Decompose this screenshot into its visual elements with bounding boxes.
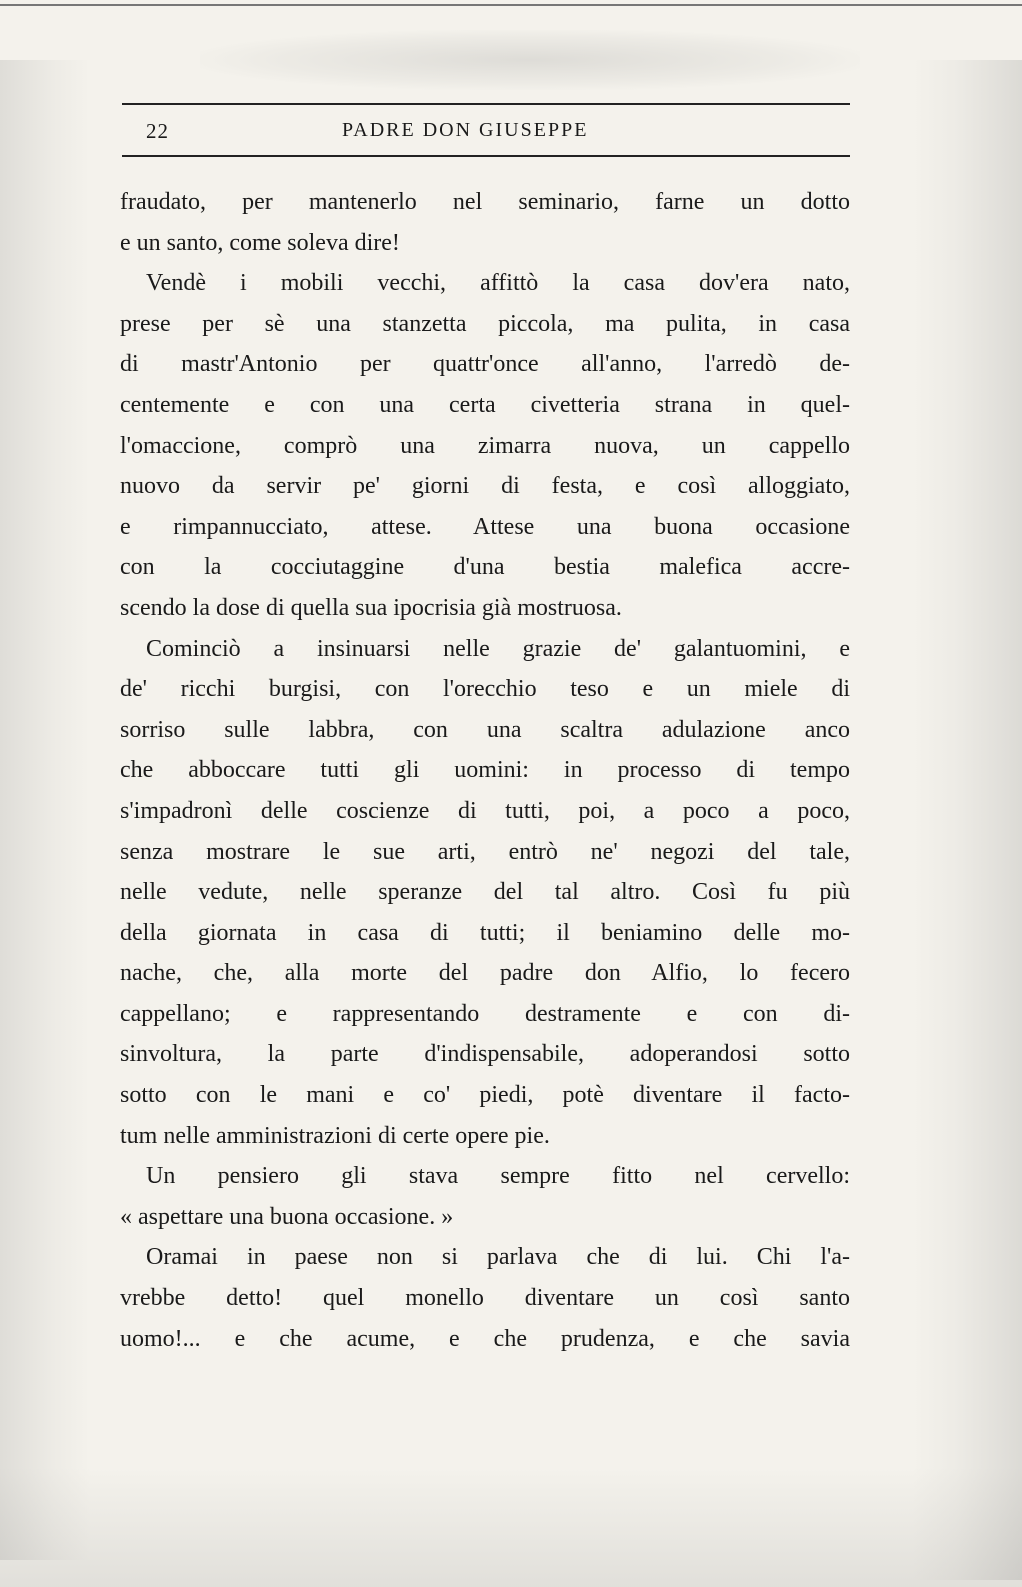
text-line: fraudato, per mantenerlo nel seminario, farne un dotto <box>120 189 850 215</box>
text-line: di mastr'Antonio per quattr'once all'anno, l'arredò de- <box>120 351 850 378</box>
text-line: con la cocciutaggine d'una bestia malefica accre- <box>120 554 850 581</box>
text-line: nelle vedute, nelle speranze del tal altro. Così fu più <box>120 879 850 906</box>
page-top-edge <box>0 4 1022 6</box>
scan-noise-left <box>0 60 90 1560</box>
text-line: « aspettare una buona occasione. » <box>120 1203 454 1230</box>
text-line: l'omaccione, comprò una zimarra nuova, un cappello <box>120 432 850 459</box>
text-line: Vendè i mobili vecchi, affittò la casa dov'era nato, <box>146 270 850 297</box>
text-line: s'impadronì delle coscienze di tutti, poi, a poco a poco, <box>120 797 850 824</box>
text-line: prese per sè una stanzetta piccola, ma pulita, in casa <box>120 310 850 337</box>
text-line: tum nelle amministrazioni di certe opere pie. <box>120 1122 550 1149</box>
body-text <box>120 182 850 1359</box>
text-line: nache, che, alla morte del padre don Alfio, lo fecero <box>120 960 850 987</box>
scan-noise-bottom <box>0 1467 1022 1587</box>
page-header <box>122 103 850 157</box>
scan-noise-right <box>912 60 1022 1580</box>
text-line: uomo!... e che acume, e che prudenza, e che savia <box>120 1325 850 1352</box>
text-line: cappellano; e rappresentando destramente e con di- <box>120 1000 850 1027</box>
text-line: nuovo da servir pe' giorni di festa, e così alloggiato, <box>120 473 850 500</box>
running-title: PADRE DON GIUSEPPE <box>342 119 589 141</box>
text-line: Oramai in paese non si parlava che di lui. Chi l'a- <box>146 1244 850 1271</box>
text-line: scendo la dose di quella sua ipocrisia già mostruosa. <box>120 594 622 621</box>
text-line: e un santo, come soleva dire! <box>120 229 400 256</box>
text-line: Un pensiero gli stava sempre fitto nel cervello: <box>146 1163 850 1190</box>
text-line: sinvoltura, la parte d'indispensabile, adoperandosi sotto <box>120 1041 850 1068</box>
page-number: 22 <box>146 119 169 143</box>
text-line: della giornata in casa di tutti; il beniamino delle mo- <box>120 919 850 946</box>
text-line: Cominciò a insinuarsi nelle grazie de' galantuomini, e <box>146 635 850 662</box>
text-line: sorriso sulle labbra, con una scaltra adulazione anco <box>120 716 850 743</box>
scan-noise-top <box>200 30 860 90</box>
text-line: senza mostrare le sue arti, entrò ne' negozi del tale, <box>120 838 850 865</box>
text-line: e rimpannucciato, attese. Attese una buona occasione <box>120 513 850 540</box>
text-line: sotto con le mani e co' piedi, potè diventare il facto- <box>120 1082 850 1109</box>
text-line: de' ricchi burgisi, con l'orecchio teso e un miele di <box>120 676 850 703</box>
text-line: che abboccare tutti gli uomini: in processo di tempo <box>120 757 850 784</box>
text-line: vrebbe detto! quel monello diventare un così santo <box>120 1285 850 1312</box>
text-line: centemente e con una certa civetteria strana in quel- <box>120 391 850 418</box>
